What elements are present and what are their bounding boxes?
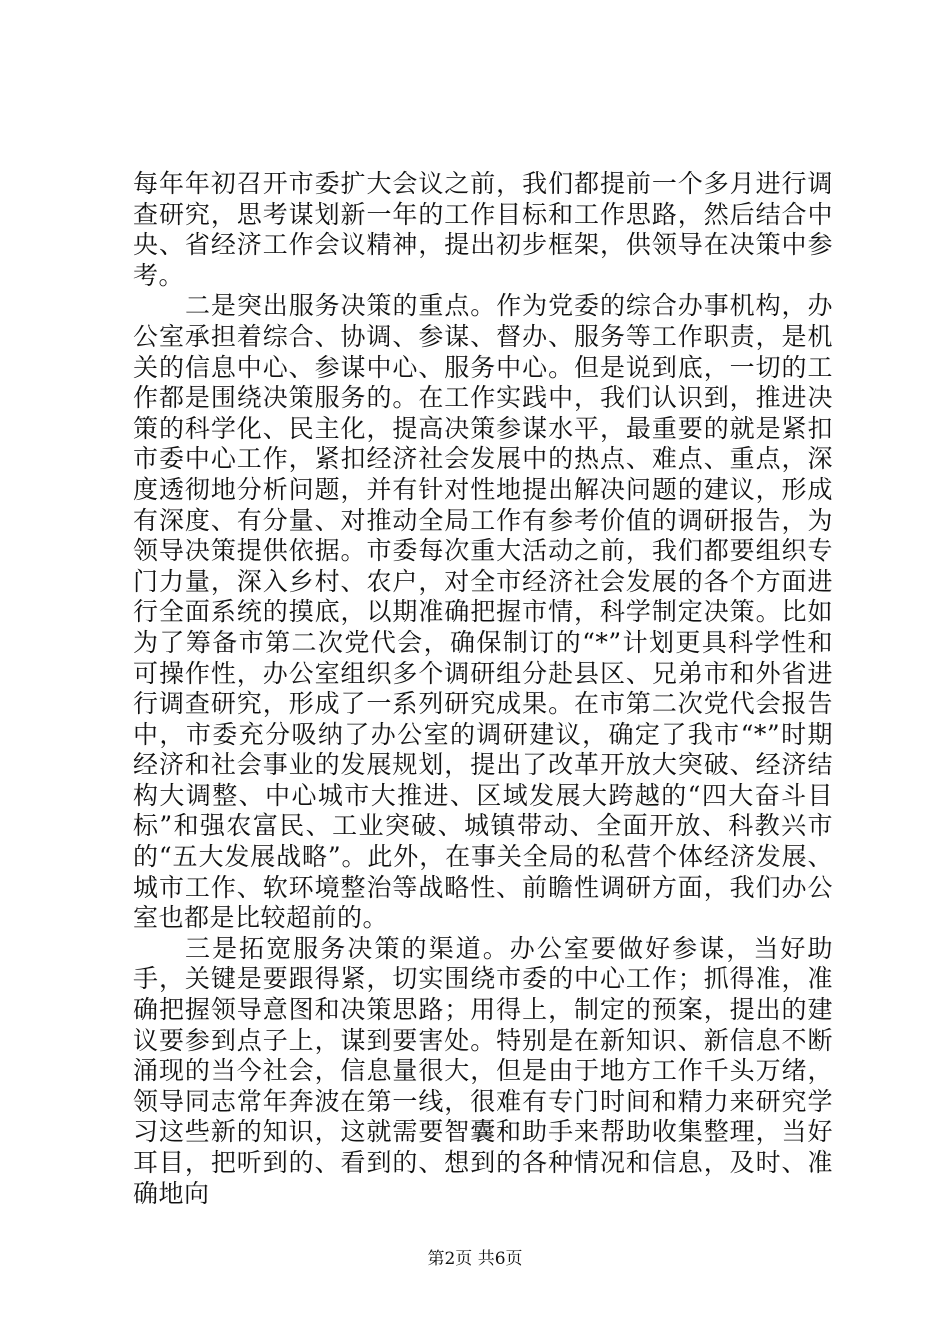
paragraph-2: 二是突出服务决策的重点。作为党委的综合办事机构，办公室承担着综合、协调、参谋、督办、服务等工作职责，是机关的信息中心、参谋中心、服务中心。但是说到底，一切的工作都是围绕决策服务的。在工作实践中，我们认识到，推进决策的科学化、民主化，提高决策参谋水平，最重要的就是紧扣市委中心工作，紧扣经济社会发展中的热点、难点、重点，深度透彻地分析问题，并有针对性地提出解决问题的建议，形成有深度、有分量、对推动全局工作有参考价值的调研报告，为领导决策提供依据。市委每次重大活动之前，我们都要组织专门力量，深入乡村、农户，对全市经济社会发展的各个方面进行全面系统的摸底，以期准确把握市情，科学制定决策。比如为了筹备市第二次党代会，确保制订的“*”计划更具科学性和可操作性，办公室组织多个调研组分赴县区、兄弟市和外省进行调查研究，形成了一系列研究成果。在市第二次党代会报告中，市委充分吸纳了办公室的调研建议，确定了我市“*”时期经济和社会事业的发展规划，提出了改革开放大突破、经济结构大调整、中心城市大推进、区域发展大跨越的“四大奋斗目标”和强农富民、工业突破、城镇带动、全面开放、科教兴市的“五大发展战略”。此外，在事关全局的私营个体经济发展、城市工作、软环境整治等战略性、前瞻性调研方面，我们办公室也都是比较超前的。 (133, 291, 833, 933)
paragraph-1: 每年年初召开市委扩大会议之前，我们都提前一个多月进行调查研究，思考谋划新一年的工作目标和工作思路，然后结合中央、省经济工作会议精神，提出初步框架，供领导在决策中参考。 (133, 169, 833, 290)
document-body (133, 169, 833, 1209)
paragraph-3: 三是拓宽服务决策的渠道。办公室要做好参谋，当好助手，关键是要跟得紧，切实围绕市委的中心工作；抓得准，准确把握领导意图和决策思路；用得上，制定的预案，提出的建议要参到点子上，谋到要害处。特别是在新知识、新信息不断涌现的当今社会，信息量很大，但是由于地方工作千头万绪，领导同志常年奔波在第一线，很难有专门时间和精力来研究学习这些新的知识，这就需要智囊和助手来帮助收集整理，当好耳目，把听到的、看到的、想到的各种情况和信息，及时、准确地向 (133, 933, 833, 1208)
page-number-footer: 第2页 共6页 (427, 1249, 523, 1269)
